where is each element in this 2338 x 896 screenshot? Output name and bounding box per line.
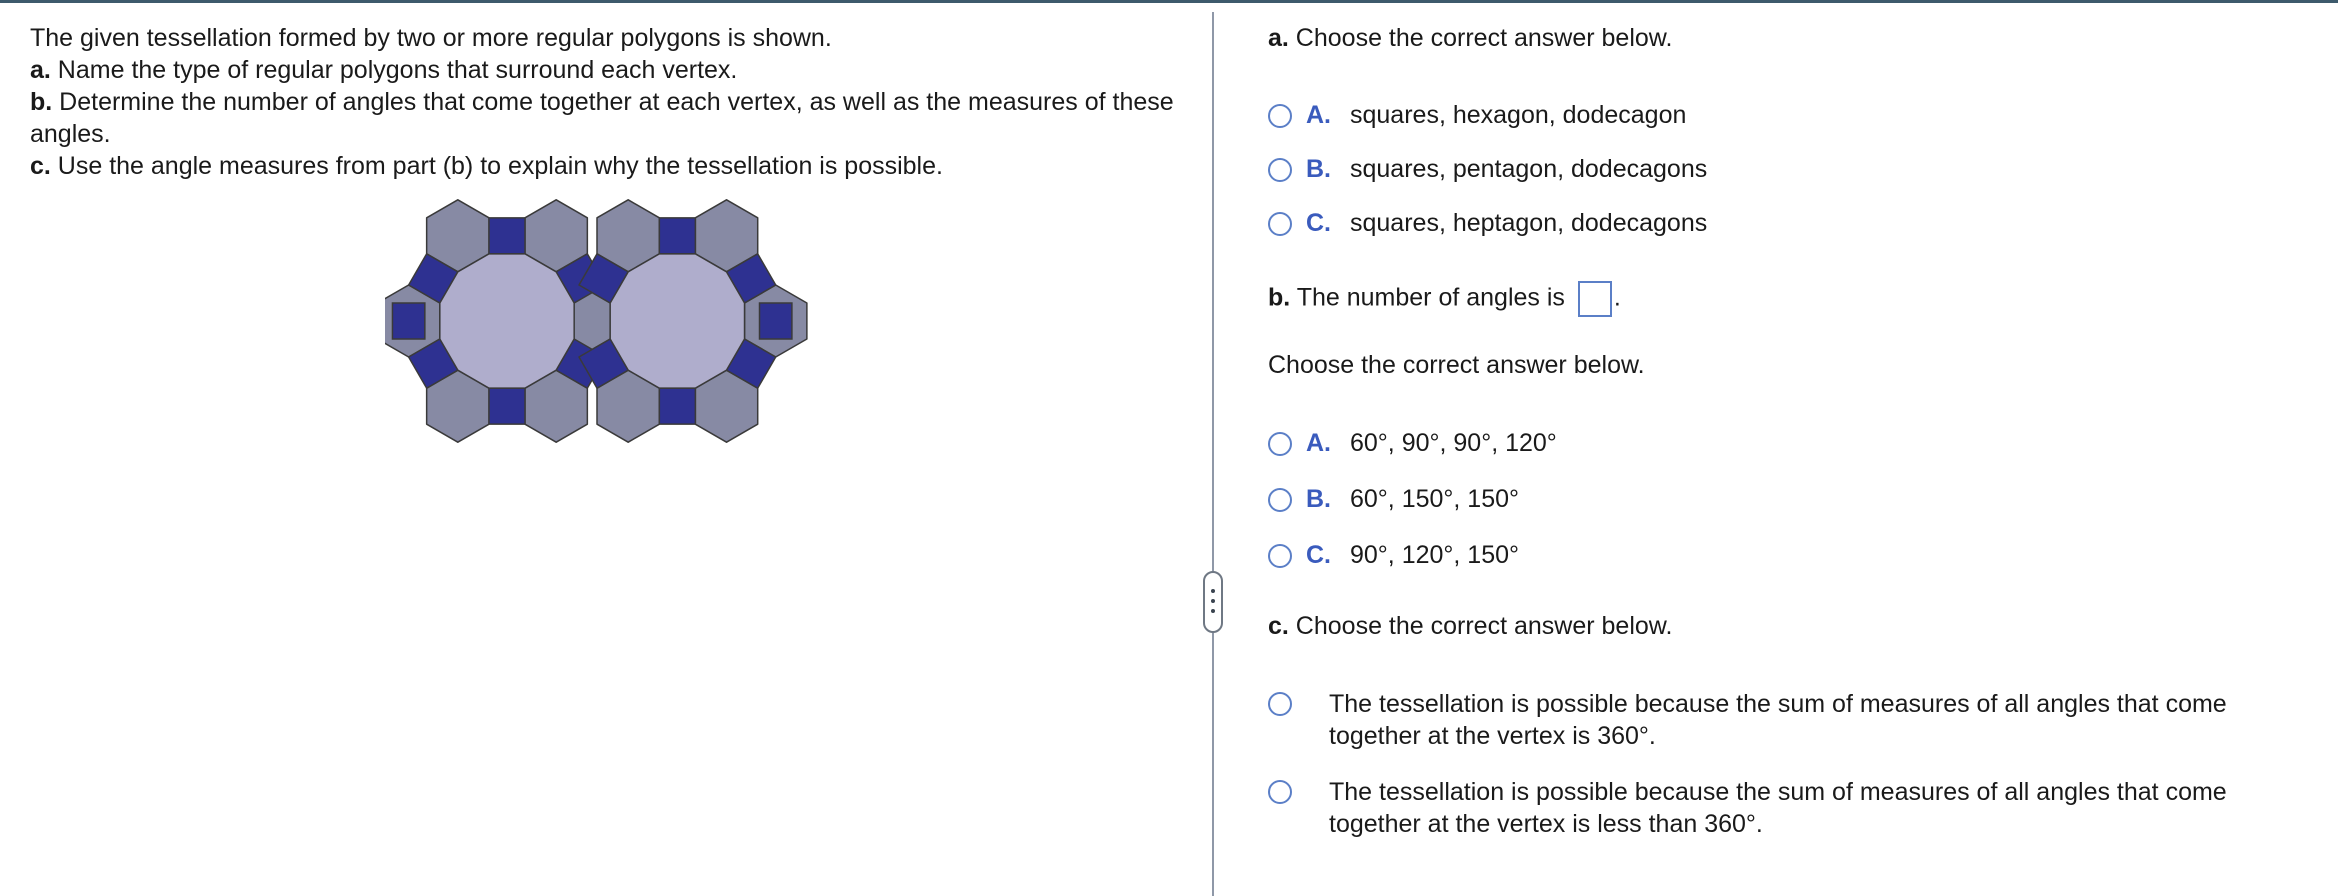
part-a-option-b[interactable] [1268,155,1707,184]
option-text: The tessellation is possible because the sum of measures of all angles that come together at the vertex is 360°. [1329,690,2227,750]
panel-divider [1212,12,1214,896]
tessellation-figure [385,183,810,463]
question-part-a [30,54,1190,86]
part-a-option-a[interactable] [1268,101,1686,130]
square-tile [659,388,695,424]
question-part-c [30,150,1190,182]
question-intro: The given tessellation formed by two or more regular polygons is shown. [30,24,832,52]
square-tile [659,218,695,254]
radio-button[interactable] [1268,488,1292,512]
option-text: The tessellation is possible because the sum of measures of all angles that come together at the vertex is less than 360°. [1329,778,2227,838]
part-b-label: b. [30,88,53,116]
square-tile [489,218,525,254]
part-b-choose: Choose the correct answer below. [1268,351,1645,379]
option-text: 60°, 150°, 150° [1350,485,1520,513]
option-letter: B. [1306,155,1331,183]
radio-button[interactable] [1268,544,1292,568]
part-c-option-1[interactable] [1268,688,2289,752]
dodecagon-tile [610,254,744,388]
part-b-text: Determine the number of angles that come together at each vertex, as well as the measures of these angles. [30,88,1174,148]
part-a-prompt-text: Choose the correct answer below. [1288,24,1673,52]
square-tile [489,388,525,424]
option-text: squares, pentagon, dodecagons [1350,155,1708,183]
option-letter: C. [1306,541,1331,569]
square-tile [392,303,424,339]
option-letter: A. [1306,429,1331,457]
part-b-option-a[interactable] [1268,429,1557,458]
radio-button[interactable] [1268,780,1292,804]
square-tile [760,303,792,339]
dodecagon-tile [440,254,574,388]
part-b-answer-label: b. [1268,283,1291,312]
part-c-text: Use the angle measures from part (b) to explain why the tessellation is possible. [50,152,943,180]
part-b-prompt [1268,281,1621,317]
question-panel [30,22,1190,182]
part-b-prompt-end: . [1613,283,1621,312]
part-a-label: a. [30,56,51,84]
handle-dot [1211,609,1215,613]
part-b-option-b[interactable] [1268,485,1519,514]
option-text: 90°, 120°, 150° [1350,541,1520,569]
part-b-prompt-text: The number of angles is [1290,283,1572,312]
part-a-prompt [1268,24,1672,53]
radio-button[interactable] [1268,158,1292,182]
part-c-prompt [1268,612,1672,641]
option-text: squares, heptagon, dodecagons [1350,209,1708,237]
handle-dot [1211,599,1215,603]
part-c-prompt-text: Choose the correct answer below. [1288,612,1673,640]
radio-button[interactable] [1268,212,1292,236]
part-a-option-c[interactable] [1268,209,1707,238]
option-letter: B. [1306,485,1331,513]
part-b-option-c[interactable] [1268,541,1519,570]
handle-dot [1211,589,1215,593]
top-border [0,0,2338,3]
part-a-answer-label: a. [1268,24,1289,52]
option-letter: A. [1306,101,1331,129]
radio-button[interactable] [1268,692,1292,716]
part-a-text: Name the type of regular polygons that surround each vertex. [50,56,738,84]
option-text: 60°, 90°, 90°, 120° [1350,429,1557,457]
part-c-option-2[interactable] [1268,776,2289,840]
tessellation-tiles [385,200,807,442]
radio-button[interactable] [1268,432,1292,456]
radio-button[interactable] [1268,104,1292,128]
option-text: squares, hexagon, dodecagon [1350,101,1687,129]
part-c-answer-label: c. [1268,612,1289,640]
question-part-b [30,86,1190,150]
angle-count-input[interactable] [1578,281,1612,317]
part-c-label: c. [30,152,51,180]
option-letter: C. [1306,209,1331,237]
panel-resize-handle[interactable] [1203,571,1223,633]
